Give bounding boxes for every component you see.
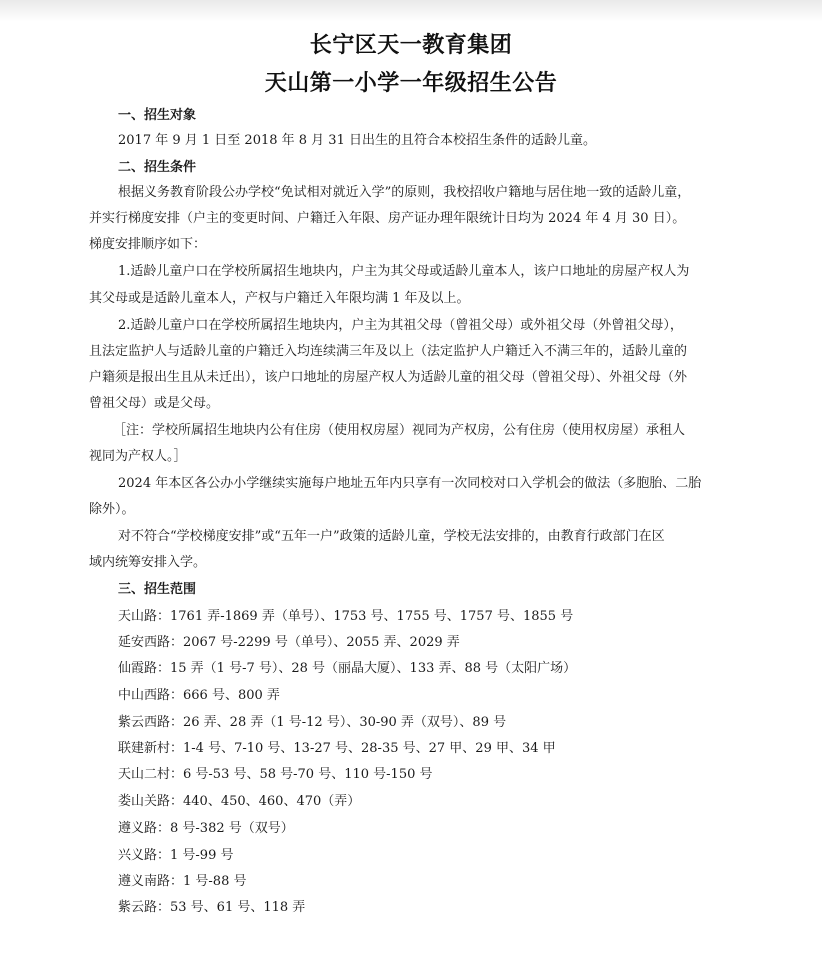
enrollment-target-text: 2017 年 9 月 1 日至 2018 年 8 月 31 日出生的且符合本校招生条件的适龄儿童。: [118, 133, 596, 148]
range-item: 遵义南路：1 号-88 号: [118, 874, 247, 889]
title-group-name: 长宁区天一教育集团: [309, 33, 513, 58]
conditions-paragraph-line: 根据义务教育阶段公办学校“免试相对就近入学”的原则，我校招收户籍地与居住地一致的适龄儿童，: [118, 185, 691, 200]
note-line: 视同为产权人。］: [89, 449, 187, 464]
range-item: 天山二村：6 号-53 号、58 号-70 号、110 号-150 号: [118, 767, 433, 782]
gradient-item-2-line: 2.适龄儿童户口在学校所属招生地块内，户主为其祖父母（曾祖父母）或外祖父母（外曾祖父母），: [118, 318, 683, 333]
gradient-item-2-line: 且法定监护人与适龄儿童的户籍迁入均连续满三年及以上（法定监护人户籍迁入不满三年的，适龄儿童的: [89, 344, 688, 359]
range-item: 天山路：1761 弄-1869 弄（单号）、1753 号、1755 号、1757 号、1855 号: [118, 609, 574, 624]
range-item: 兴义路：1 号-99 号: [118, 848, 234, 863]
unplaced-children-line: 域内统筹安排入学。: [89, 555, 207, 570]
gradient-item-2-line: 户籍须是报出生且从未迁出），该户口地址的房屋产权人为适龄儿童的祖父母（曾祖父母）、外祖父母（外: [89, 370, 688, 385]
range-item: 仙霞路：15 弄（1 号-7 号）、28 号（丽晶大厦）、133 弄、88 号（太阳广场）: [118, 661, 577, 676]
section-heading-enrollment-conditions: 二、招生条件: [118, 160, 197, 175]
five-year-policy-line: 除外）。: [89, 502, 135, 517]
section-heading-enrollment-range: 三、招生范围: [118, 582, 197, 597]
gradient-item-1-line: 1.适龄儿童户口在学校所属招生地块内，户主为其父母或适龄儿童本人，该户口地址的房屋产权人为: [118, 264, 690, 279]
range-item: 紫云路：53 号、61 号、118 弄: [118, 900, 306, 915]
unplaced-children-line: 对不符合“学校梯度安排”或“五年一户”政策的适龄儿童，学校无法安排的，由教育行政部门在区: [118, 529, 665, 544]
gradient-item-2-line: 曾祖父母）或是父母。: [89, 396, 220, 411]
range-item: 紫云西路：26 弄、28 弄（1 号-12 号）、30-90 弄（双号）、89 号: [118, 715, 507, 730]
gradient-item-1-line: 其父母或是适龄儿童本人，产权与户籍迁入年限均满 1 年及以上。: [89, 291, 470, 306]
range-item: 中山西路：666 号、800 弄: [118, 688, 280, 703]
five-year-policy-line: 2024 年本区各公办小学继续实施每户地址五年内只享有一次同校对口入学机会的做法（多胞胎、二胎: [118, 476, 702, 491]
note-line: ［注：学校所属招生地块内公有住房（使用权房屋）视同为产权房，公有住房（使用权房屋）承租人: [113, 423, 686, 438]
range-item: 联建新村：1-4 号、7-10 号、13-27 号、28-35 号、27 甲、29 甲、34 甲: [118, 741, 556, 756]
range-item: 遵义路：8 号-382 号（双号）: [118, 821, 294, 836]
gradient-order-intro: 梯度安排顺序如下：: [89, 237, 207, 252]
section-heading-enrollment-target: 一、招生对象: [118, 108, 197, 123]
conditions-paragraph-line: 并实行梯度安排（户主的变更时间、户籍迁入年限、房产证办理年限统计日均为 2024 年 4 月 30 日）。: [89, 211, 686, 226]
page-top-edge: [0, 0, 822, 22]
title-announcement: 天山第一小学一年级招生公告: [264, 71, 558, 96]
range-item: 延安西路：2067 号-2299 号（单号）、2055 弄、2029 弄: [118, 635, 460, 650]
range-item: 娄山关路：440、450、460、470（弄）: [118, 794, 361, 809]
